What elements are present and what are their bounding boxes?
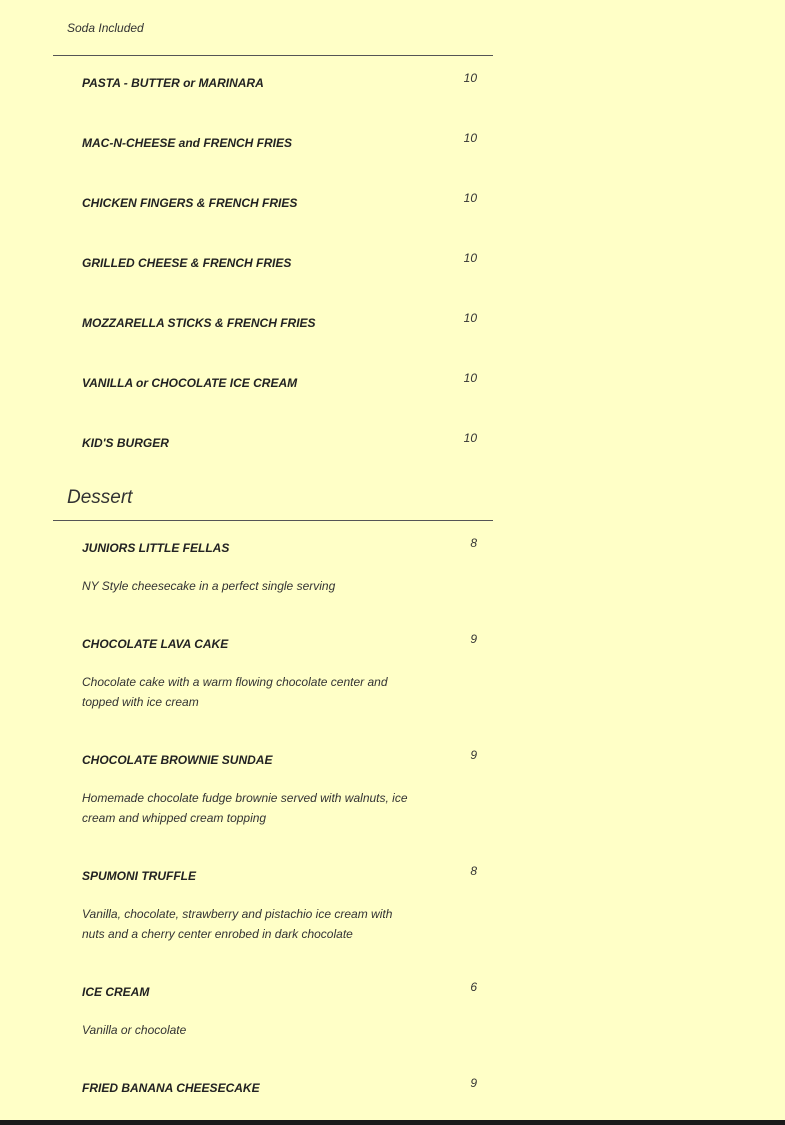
footer-bar bbox=[0, 1120, 785, 1125]
item-name: ICE CREAM bbox=[82, 985, 150, 999]
item-description: Vanilla or chocolate bbox=[82, 1023, 187, 1037]
item-name: GRILLED CHEESE & FRENCH FRIES bbox=[82, 256, 292, 270]
item-price: 10 bbox=[463, 71, 477, 85]
item-name: FRIED BANANA CHEESECAKE bbox=[82, 1081, 260, 1095]
kids-section-note: Soda Included bbox=[67, 21, 144, 35]
item-name: KID'S BURGER bbox=[82, 436, 169, 450]
item-description: Homemade chocolate fudge brownie served with walnuts, ice cream and whipped cream topping bbox=[82, 791, 408, 825]
item-description: Chocolate cake with a warm flowing chocolate center and topped with ice cream bbox=[82, 675, 388, 709]
item-description: NY Style cheesecake in a perfect single serving bbox=[82, 579, 336, 593]
item-name: CHICKEN FINGERS & FRENCH FRIES bbox=[82, 196, 298, 210]
item-price: 8 bbox=[470, 536, 477, 550]
item-price: 10 bbox=[463, 431, 477, 445]
item-price: 9 bbox=[470, 632, 477, 646]
item-name: CHOCOLATE BROWNIE SUNDAE bbox=[82, 753, 273, 767]
item-price: 9 bbox=[470, 748, 477, 762]
item-description: Vanilla, chocolate, strawberry and pistachio ice cream with nuts and a cherry center enrobed in dark chocolate bbox=[82, 907, 393, 941]
section-divider bbox=[53, 55, 493, 56]
item-name: CHOCOLATE LAVA CAKE bbox=[82, 637, 229, 651]
item-price: 10 bbox=[463, 131, 477, 145]
item-name: JUNIORS LITTLE FELLAS bbox=[82, 541, 230, 555]
item-name: MAC-N-CHEESE and FRENCH FRIES bbox=[82, 136, 293, 150]
item-name: SPUMONI TRUFFLE bbox=[82, 869, 196, 883]
item-name: PASTA - BUTTER or MARINARA bbox=[82, 76, 264, 90]
item-price: 10 bbox=[463, 191, 477, 205]
item-name: MOZZARELLA STICKS & FRENCH FRIES bbox=[82, 316, 316, 330]
item-price: 10 bbox=[463, 371, 477, 385]
dessert-section-title: Dessert bbox=[67, 487, 133, 508]
section-divider bbox=[53, 520, 493, 521]
item-price: 10 bbox=[463, 311, 477, 325]
item-name: VANILLA or CHOCOLATE ICE CREAM bbox=[82, 376, 298, 390]
item-price: 9 bbox=[470, 1076, 477, 1090]
item-price: 8 bbox=[470, 864, 477, 878]
item-price: 6 bbox=[470, 980, 477, 994]
item-price: 10 bbox=[463, 251, 477, 265]
